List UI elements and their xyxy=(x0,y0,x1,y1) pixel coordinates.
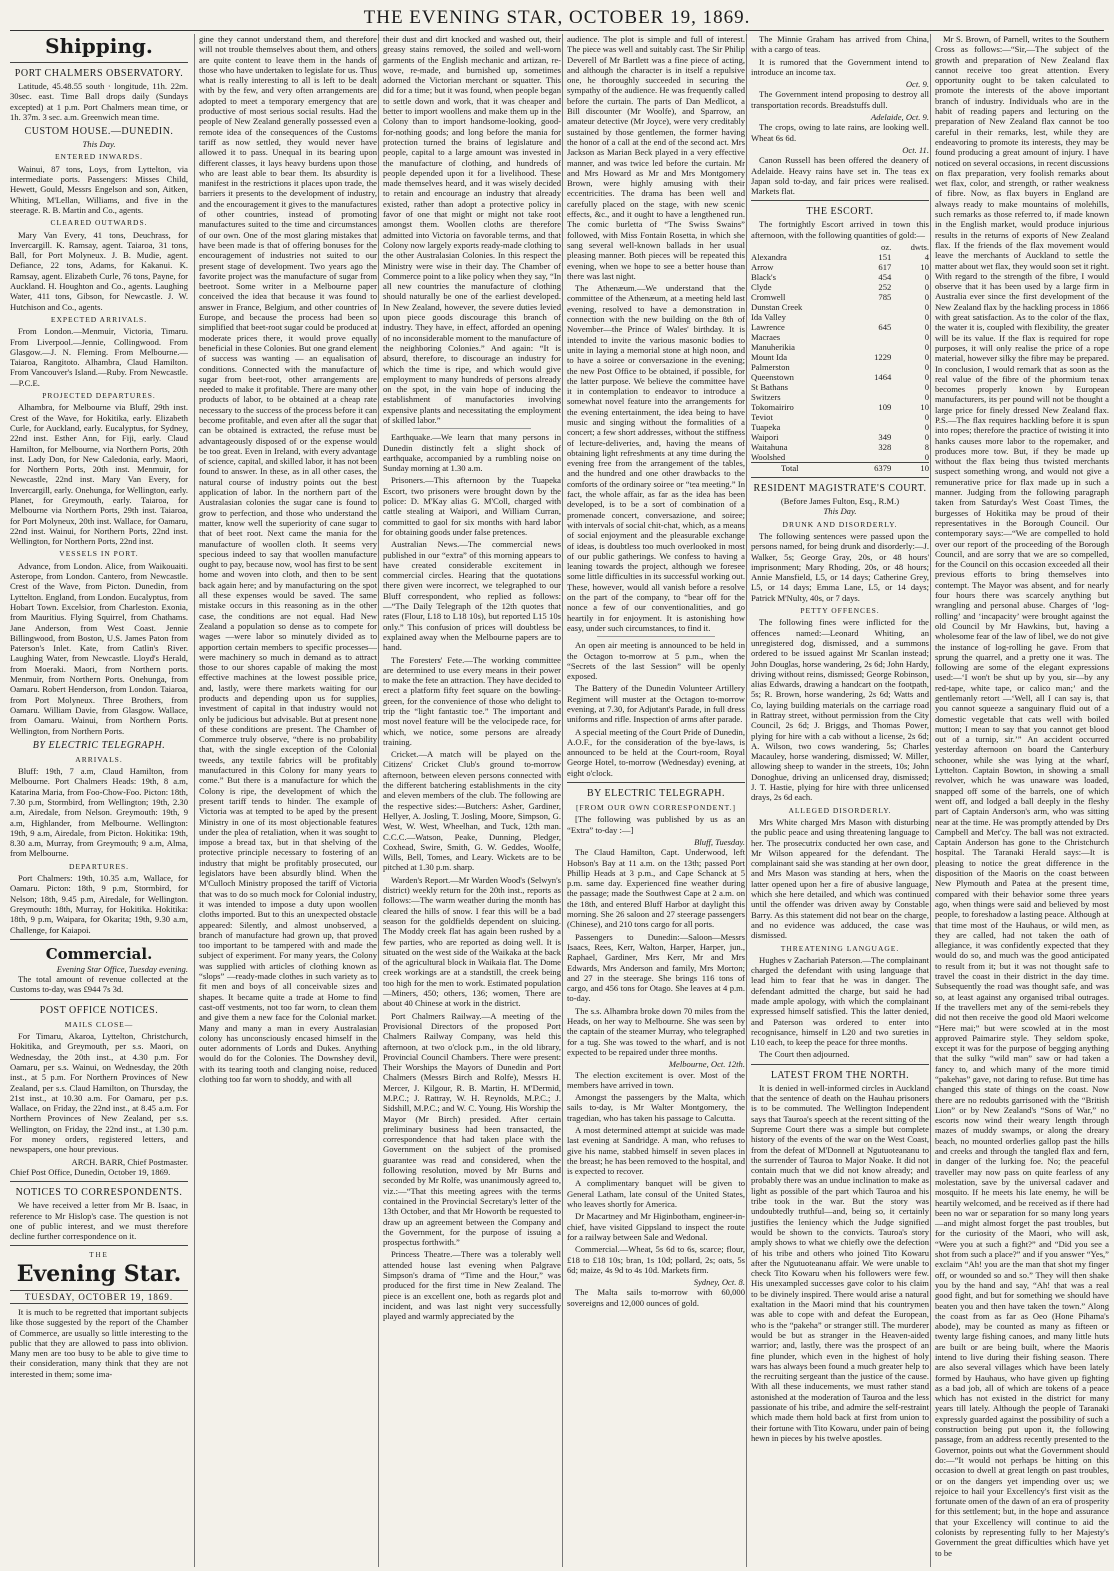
escort-row xyxy=(751,292,929,302)
escort-district: Queenstown xyxy=(751,372,794,383)
escort-row xyxy=(751,302,929,312)
transportation-text: The Government intend proposing to destroy all transportation records. Breadstuffs dull. xyxy=(751,89,929,110)
escort-dwt: 0 xyxy=(924,292,929,303)
alleged-text: Mrs White charged Mrs Mason with disturbing the public peace and using threatening language to her. The prosecutrix conducted her own case, and Mr Wilson appeared for the defendant. The complainant said she was standing at her own door, and Mrs Mason was standing at hers, when the latter opened upon her a fire of abusive language, which she here detailed, and which was continued until the offender was driven away by Constable Barry. As this statement did not bear on the charge, and no evidence was adduced, the case was dismissed. xyxy=(751,816,929,941)
melbourne-dateline: Melbourne, Oct. 12th. xyxy=(668,1059,745,1070)
escort-dwt: 0 xyxy=(924,392,929,403)
divider xyxy=(10,939,188,940)
drunk-heading: DRUNK AND DISORDERLY. xyxy=(782,519,898,529)
escort-oz: 109 xyxy=(878,402,892,413)
escort-oz xyxy=(856,312,891,322)
shipping-heading: Shipping. xyxy=(45,34,153,58)
drunk-text: The following sentences were passed upon the persons named, for being drunk and disorderly:—J. Walker, 5s; George Gray, 20s, or 48 hours' imprisonment; Mary Rhoding, 20s, or 48 hours; Annie Mansfield, L5, or 14 days; Catherine Grey, L5, or 14 days; Emma Lane, L5, or 14 days; Patrick M'Nulty, 40s, or 7 days. xyxy=(751,530,929,603)
escort-heading: THE ESCORT. xyxy=(806,206,874,218)
escort-row xyxy=(751,372,929,382)
escort-oz xyxy=(856,382,891,392)
suicide-text: A most determined attempt at suicide was made last evening at Sandridge. A man, who refuses to give his name, stabbed himself in seven places in the breast; he has been removed to the hospital, and is expected to recover. xyxy=(567,1124,745,1177)
escort-oz: 1464 xyxy=(874,372,892,383)
projected-heading: PROJECTED DEPARTURES. xyxy=(42,391,156,401)
escort-row xyxy=(751,332,929,342)
telegraph-heading-2: BY ELECTRIC TELEGRAPH. xyxy=(587,788,725,800)
escort-row xyxy=(751,442,929,452)
flax-and-news-text: Mr S. Brown, of Parnell, writes to the Southern Cross as follows:—“Sir,—The subject of the growth and preparation of New Zealand flax cannot receive too great attention. Every opportunity ought to be taken calculated to promote the interests of the above important branch of industry. Individuals who are in the habit of reading papers and lecturing on the preparation of New Zealand flax cannot be too careful in their remarks, lest, while they are endeavoring to promote its interests, they may be found producing a great amount of injury. I have noticed on several occasions, in recent discussions on flax preparation, very foolish remarks about wet flax, color, and strength, or rather weakness of fibre. Now, as flax buyers in England are always ready to make mountains of molehills, such remarks as those referred to, if made known in the English market, would produce injurious results in the returns of exports of New Zealand flax. If the friends of the flax movement would leave the merchants of Auckland to settle the matter about wet flax, they would soon set it right. With regard to the strength of the fibre, I would observe that it has been used by a large firm in Australia ever since the first development of the New Zealand flax by the hackling process in 1866 with great satisfaction. As to the color of the flax, the water it is, coupled with flexibility, the greater will be its value. If the flax is required for rope purposes, it will only realise the price of a rope material, however silky the fibre may be prepared. In conclusion, I would remark that as soon as the real value of the fibre of the phormium tenax becomes properly known by European manufacturers, its per pound will not be thought a large price for finely dressed New Zealand flax. P.S.—The flax requires hackling before it is spun into ropes; therefore the practice of twisting it into hanks causes more labor to the ropemaker, and produces more tow. But, if they be made up without the flax being thus twisted merchants suspect something wrong, and would not give a remunerative price for flax made up in such a manner. Judging from the following paragraph taken from Saturday's West Coast Times, the burgesses of Hokitika may be proud of their representatives in the Borough Council. Our contemporary says:—“We are compelled to hold over our report of the proceeding of the Borough Council, and are sorry that we are so compelled, for the Council on this occasion exceeded all their previous efforts to bring themselves into contempt. The Mayor was absent, and for nearly four hours there was scarcely anything but wrangling and personal abuse. Charges of ‘log-rolling’ and ‘incapacity’ were brought against the old Council by Mr Hawkins, but, having a wholesome fear of the law of libel, we do not give the instance of log-rolling he gave. From that sprung the quarrel, and a pretty one it was. The following are some of the elegant expressions used:—‘I won't be shut up by you, sir—by any red-tape, white tape, or calico man;’ and the gentlemanly retort —‘Well, all I can say is, that you cannot squeeze a sanguinary fluid out of a domestic vegetable that cats well with boiled mutton; I mean to say that you cannot get blood out of a turnip, sir.’” An accident occurred yesterday afternoon on board the Canterbury schooner, while she was lying at the wharf, Lyttelton. Captain Bowton, in showing a small revolver, which he was unaware was loaded, snapped off some of the barrels, one of which went off, and lodged a ball deeply in the fleshy part of Captain Anderson's arm, who was sitting near at the time. He was promptly attended by Drs Campbell and Met'cy. The ball was not extracted. Captain Anderson has gone to the Christchurch hospital. The Taranaki Herald says:—It is pleasing to notice the great difference in the disposition of the Maoris on the coast between New Plymouth and Patea at the present time, compared with their behavior some three years ago, when things were said and believed by most people, to foreshadow a lasting peace. Although at that time most of the Hauhaus, or wild men, as they are called, had not taken the oath of allegiance, it was confidently expected that they would do so, and much was the good anticipated to result from it; but it was not thought safe to travel the coast in their district in the day time. Subsequently the road was thought safe, and was so, at least against any organised tribal outrages. If the travellers met any of the semi-rebels they did not then receive the good old Maori welcome “Here mai;” but were scowled at in the most approved Paimarire style. They seldom spoke, except it was for the purpose of begging anything that the sulky “wild man” saw or had taken a fancy to, and which many of the more timid “pakehas” gave, not daring to refuse. But time has changed this state of things on the coast. Now there are no redoubts garrisoned with the “British Lion” or by New Zealand's “Sons of War,” no escorts now wind their weary length through mazes of muddy swamps, or along the dreary beach, no mounted orderlies gallop past the hills and creeks and through the tangled flax and fern, in danger of the lurking foe. No; the peaceful traveller may now pass on quite fearless of any molestation, save by the universal cadaver and mosquito. If he meets his late enemy, he will be heartily welcomed, and be received as if there had been no war or separation for so many long years—and might almost forget the past troubles, but for the curiosity of the Maori, who will ask, “Were you at such a fight?” and “Did you see a shot from such a place?” and if you answer “Yes,” exclaim “Ah! you are the man that shot my finger off, or wounded so and so.” They will then shake you by the hand and say, “Ah! that was a real good fight, and but for something we should have beaten you and then have taken the town.” Along the coast from as far as Oeo (Hone Pihama's abode), may be counted as many as fifteen or twenty large fishing canoes, and many little huts are built or are being built, where the Maoris intend to live during their fishing season. There are also several villages which have been lately formed by Hauhaus, who have given up fighting as a bad job, all of which are tokens of a peace which has not existed in the district for many years till lately. Although the people of Taranaki expressly guarded against the possibility of such a construction being put upon it, the following passage, from an address recently presented to the Governor, points out what the Government should do:—“It would not perhaps be hitting on this occasion to dwell at great length on past troubles, or on the dangers yet impending over us; we rejoice to hail your Excellency's first visit as the fortunate omen of the dawn of an era of prosperity for this settlement; but, in the hope and assurance that your Excellency will continue to aid the colonists by representing fully to her Majesty's Government the great difficulties which have yet to be xyxy=(935,34,1109,1558)
escort-district: Arrow xyxy=(751,262,774,273)
escort-row xyxy=(751,452,929,463)
escort-district: Mount Ida xyxy=(751,352,788,363)
escort-dwt: 0 xyxy=(924,352,929,363)
australian-news-paragraph: Australian News.—The commercial news published in our “extra” of this morning appears to have created considerable excitement in commercial circles. Hearing that the quotations there given were incorrect, we telegraphed to our Bluff correspondent, who replied as follows:—“The Daily Telegraph of the 12th quotes that rates (Flour, L18 to L18 10s), but reported L15 10s only.” This confusion of prices will doubtless be explained away when the Melbourne papers are to hand. xyxy=(383,539,561,653)
divider xyxy=(10,1245,188,1246)
escort-district: Dunstan Creek xyxy=(751,302,803,313)
escort-dwt: 0 xyxy=(924,452,929,463)
escort-unit-dwt: dwts. xyxy=(910,242,929,253)
escort-dwt: 0 xyxy=(924,312,929,323)
column-1 xyxy=(10,34,188,1567)
divider xyxy=(567,782,745,783)
escort-oz: 151 xyxy=(878,252,892,263)
escort-oz xyxy=(856,362,891,372)
divider xyxy=(413,428,531,429)
escort-oz xyxy=(856,342,891,352)
sydney-dateline: Sydney, Oct. 8. xyxy=(693,1277,745,1288)
page-masthead: THE EVENING STAR, OCTOBER 19, 1869. xyxy=(10,6,1104,31)
escort-district: Clyde xyxy=(751,282,772,293)
cricket-paragraph: Cricket.—A match will be played on the Citizens' Cricket Club's ground to-morrow afternoon, between eleven persons connected with the different batchering establishments in the city and eleven members of the club. The following are the respective sides:—Butchers: Asher, Gardiner, Hellyer, A. Josling, T. Josling, Moore, Simpson, G. West, W. West, Wheelhan, and Tuck, 12th man. C.C.C.—Watson, Peake, Dunning, Pledger, Coxhead, Swire, Smith, G. W. Geddes, Woolfe, Wills, Bell, Tomes, and Leary. Wickets are to be pitched at 1.30 p.m. sharp. xyxy=(383,749,561,873)
bluff-dateline: Bluff, Tuesday. xyxy=(694,836,745,847)
post-place: Chief Post Office, Dunedin, October 19, 1869. xyxy=(10,1166,171,1177)
escort-dwt: 0 xyxy=(924,362,929,373)
north-text: It is denied in well-informed circles in Auckland that the sentence of death on the Hauhau prisoners is to be commuted. The Wellington Independent says that Tauroa's speech at the recent sitting of the Supreme Court there was a simple but complete history of the events of the war on the West Coast, from the defeat of M'Donnell at Ngutuoteananu to the surrender of Tauroa to Major Noake. It did not contain much that we did not know already; and probably there was an undue inclination to make as light as possible of the part which Tauroa and his tribe took in the war. But the story was undoubtedly truthful—and, being so, it certainly justifies the leniency which the Judge signified would be shown to the convicts. Tauroa's story amply shows to what we chiefly owe the defection of his tribe and others who joined Tito Kowaru after the Ngutuoteananu affair. We were unable to check Tito Kowaru when his followers were few. His unexampled successes gave color to his claim to be divinely inspired. There would arise a natural exaltation in the Maori mind that his countrymen was able to cope with and defeat the European, who is the “pakeha” or stranger still. The murderer would be but as stranger in the Heaven-aided warrior; and, lastly, there was the prospect of an fine plunder, which even in the highest of holy wars has always been found a much greater help to the recruiting sergeant than the justice of the cause. With all these inducements, we must rather stand astonished at the moderation of Tauroa and the less passionate of his tribe, and admire the self-restraint which made them hold back at first from union to their fortune with Tito Kowaru, under pain of being hewn in pieces by his twelve apostles. xyxy=(751,1082,929,1443)
column-5 xyxy=(746,34,929,1567)
column-2 xyxy=(194,34,377,1567)
special-meeting-paragraph: A special meeting of the Court Pride of Dunedin, A.O.F., for the consideration of the bye-laws, is announced to be held at the Court-room, Royal George Hotel, to-morrow (Wednesday) evening, at eight o'clock. xyxy=(567,726,745,778)
railway-paragraph: Port Chalmers Railway.—A meeting of the Provisional Directors of the proposed Port Chalmers Railway Company, was held this afternoon, at two o'clock p.m., in the old library, Provincial Council Chambers. There were present: Their Worships the Mayors of Dunedin and Port Chalmers (Messrs Birch and Rolfe), Messrs H. Mercer, J. Kilgour, R. B. Martin, H. M'Dermid, M.P.C.; J. Rattray, W. H. Reynolds, M.P.C.; J. Sidshill, M.P.C.; and W. C. Young. His Worship the Mayor (Mr Birch) presided. After certain preliminary business had been transacted, the correspondence that had taken place with the Government on the subject of the promised guarantee was read and considered, when the following resolution, moved by Mr Burns and seconded by Mr Rolfe, was unanimously agreed to, viz.:—“That this meeting agrees with the terms contained in the Provincial Secretary's letter of the 13th October, and that Mr Howorth be requested to draw up an agreement between the Company and the Government, for the purpose of issuing a prospectus forthwith.” xyxy=(383,1010,561,1248)
open-air-meeting-paragraph: An open air meeting is announced to be held in the Octagon to-morrow at 5 p.m., when the “Secrets of the last Session” will be openly exposed. xyxy=(567,640,745,682)
leader-continued: gine they cannot understand them, and therefore will not trouble themselves about them, and others are quite content to leave them in the hands of those who have undertaken to legislate for us. Thus what is really interesting to all is left to be dealt with by the few, and very often arrangements are adopted to meet a temporary emergency that are productive of most serious social results. Had the people of New Zealand generally possessed even a remote idea of the consequences of the Customs tariff as now settled, they would never have allowed it to pass. Unequal in its bearing upon different classes, it lays heavy burdens upon those who are least able to bear them. Its absurdity is manifest in the restrictions it places upon trade, the barriers it presents to the development of industry, and the encouragement it gives to the manufactures of other countries, instead of promoting manufactures suited to the time and circumstances of our own. One of the most glaring mistakes that have been made is that of offering bonuses for the encouragement of industries not suited to our present stage of development. Two years ago the favorite project was the manufacture of sugar from beetroot. Some writer in a Melbourne paper conceived the idea that because it was found to answer in France, Belgium, and other countries of Europe, and because the process had been so simplified that beet-root sugar could be produced at moderate prices there, it would prove equally beneficial in these Colonies. But one grand element of success was wanting — an equalisation of conditions. Connected with the manufacture of sugar from beet-root, other arrangements are needed to make it profitable. There are many other products of labor, to be obtained at a cheap rate necessary to the success of the process before it can become profitable, and even after all the sugar that can be obtained is extracted, the refuse must be advantageously disposed of or the expense would be too great. Even in Ireland, with every advantage of science, capital, and skilled labor, it has not been found to answer. In these, as in all other cases, the natural course of industry points out the best application of labor. In the northern part of the Australasian colonies the sugar cane is found to grow to perfection, and those who understand the matter, know well the superiority of cane sugar to that of beet root. Next came the mania for the manufacture of woollen cloth. It seems very specious indeed to say that woollen manufacture ought to pay, because now, wool has first to be sent home and woven into cloth, and then to be sent back again here; and by manufacturing on the spot all these expenses would be saved. The same mistake occurs in this reasoning as in the other case, the conditions are not equal. Had New Zealand a population so dense as to compete for wages —were labor so minutely divided as to apportion certain members to specific processes—were machinery so much in demand as to attract those to our shores capable of making the most effective machines at the lowest possible price, and, lastly, were there markets waiting for our products and depending upon us for supplies, investment of capital in that industry would not only be judicious but advisable. But at present none of these conditions are present. The Chamber of Commerce truly observe, “there is no probability that, with the single exception of the Colonial tweeds, any textile fabrics will be profitably manufactured in this Colony for many years to come.” But there is a manufacture for which the Colony is ripe, the development of which the present tariff tends to hinder. The example of Victoria was at tempted to be aped by the present Ministry in one of its most objectionable features under the plea of retaliation, when it was sought to impose a bread tax, but in that shelving of the protective principle necessary to fostering of an industry that might be profitably prosecuted, our legislators have been absurdly blind. When the M'Culloch Ministry proposed the tariff of Victoria that was to do so much mock for Colonial industry, it was intended to impose a duty upon woollen cloths imported. But to this an unexpected obstacle appeared: Silently, and almost unobserved, a branch of manufacture had grown up, that proved too important to be tampered with and made the subject of experiment. For many years, the Colony was supplied with articles of clothing known as “slops” —ready-made clothes in such variety as to fit men and boys of all conceivable sizes and shapes. It became quite a trade at Home to find cast-off vestments, not too far worn, to clean them and give them a new face for the Colonial market. Many and many a man in every Australasian colony has unconsciously encased himself in the outer adornments of Lords and Dukes. Anything would do for the Colonies. The Downshey devil, with its tearing tooth and clanging noise, reduced clothing too far worn to shoddy, and with all xyxy=(199,34,377,1084)
escort-dwt: 0 xyxy=(924,432,929,443)
commercial-heading: Commercial. xyxy=(45,944,153,963)
alhambra-text: The s.s. Alhambra broke down 70 miles from the Heads, on her way to Melbourne. She was seen by the captain of the steamer Murray, who telegraphed for a tug. She was towed to the wharf, and is not expected to be repaired under three months. xyxy=(567,1005,745,1057)
column-3 xyxy=(378,34,561,1567)
departures-heading: DEPARTURES. xyxy=(68,861,130,871)
escort-district: Waipori xyxy=(751,432,779,443)
escort-district: Tokomairiro xyxy=(751,402,794,413)
escort-district: Ida Valley xyxy=(751,312,786,323)
escort-row xyxy=(751,322,929,332)
escort-total-row xyxy=(751,463,929,474)
commercial-text: The total amount of revenue collected at the Customs to-day, was £944 7s 3d. xyxy=(10,974,188,995)
alleged-heading: ALLEGED DISORDERLY. xyxy=(788,805,892,815)
escort-dwt: 4 xyxy=(924,252,929,263)
paper-the: THE xyxy=(89,1251,109,1260)
expected-heading: EXPECTED ARRIVALS. xyxy=(50,314,148,324)
escort-row xyxy=(751,282,929,292)
divider xyxy=(751,477,929,478)
escort-district: Woolshed xyxy=(751,452,786,463)
entered-heading: ENTERED INWARDS. xyxy=(54,152,144,162)
escort-oz: 454 xyxy=(878,272,892,283)
escort-row xyxy=(751,362,929,372)
telegraph-source: [FROM OUR OWN CORRESPONDENT.] xyxy=(575,803,737,813)
escort-unit-oz: oz. xyxy=(881,242,892,253)
escort-district: Tuapeka xyxy=(751,422,781,433)
bluff-text: The Claud Hamilton, Capt. Underwood, left Hobson's Bay at 11 a.m. on the 13th; passed Port Phillip Heads at 3 p.m., and Cape Schanck at 5 p.m. same day. Experienced fine weather during the passage; made the Southwest Cape at 2 a.m. on the 18th, and entered Bluff Harbor at daylight this morning. She 26 saloon and 27 steerage passengers (Chinese), and 210 tons cargo for all ports. xyxy=(567,847,745,930)
escort-dwt: 0 xyxy=(924,422,929,433)
escort-row xyxy=(751,412,929,422)
escort-row xyxy=(751,352,929,362)
post-office-text: For Timaru, Akaroa, Lyttelton, Christchurch, Hokitika, and Greymouth, per s.s. Maori, on Wednesday, the 20th inst., at 4.30 p.m. For Oamaru, per s.s. Wainui, on Wednesday, the 20th inst., at 5 p.m. For Northern Provinces of New Zealand, per s.s. Claud Hamilton, on Thursday, the 21st inst., at 10.30 a.m. For Oamaru, per p.s. Wallace, on Friday, the 22nd inst., at 8.45 a.m. For Northern Provinces of New Zealand, per s.s. Wellington, on Friday, the 22nd inst., at 1.30 p.m. For money orders, registered letters, and newspapers, one hour previous. xyxy=(10,1031,188,1155)
income-tax-text: It is rumored that the Government intend to introduce an income tax. xyxy=(751,56,929,77)
escort-dwt: 10 xyxy=(920,262,929,273)
court-heading: RESIDENT MAGISTRATE'S COURT. xyxy=(753,483,927,495)
cleared-text: Mary Van Every, 41 tons, Deuchrass, for Invercargill. K. Ramsay, agent. Taiaroa, 31 tons, Ball, for Port Molyneux. J. B. Mudie, agent. Defiance, 22 tons, Adams, for Kakanui. K. Ramsay, agent. Elizabeth Curle, 76 tons, Payne, for Auckland. H. Houghton and Co., agents. Laughing Water, 411 tons, Gibson, for Newcastle. J. W. Hutchison and Co., agents. xyxy=(10,229,188,312)
escort-row xyxy=(751,262,929,272)
escort-row xyxy=(751,402,929,412)
escort-dwt: 0 xyxy=(924,322,929,333)
escort-district: Macraes xyxy=(751,332,781,343)
escort-oz xyxy=(856,452,891,463)
escort-district: Alexandra xyxy=(751,252,787,263)
escort-row xyxy=(751,342,929,352)
theatre-continued: audience. The plot is simple and full of interest. The piece was well and suitably cast. The Sir Philip Deverell of Mr Bartlett was a fine piece of acting, and although the character is in itself a repulsive one, he thoroughly succeeded in securing the sympathy of the audience. He was frequently called before the curtain. The parts of Dan Medlicot, a Bill discounter (Mr Woolfe), and Sparrow, an amateur detective (Mr Joyce), were very creditably sustained by those gentlemen, the former having the honor of a call at the end of the second act. Mrs Jackson as Marian Beck played in a very effective manner, and was twice led before the curtain. Mr and Mrs Howard as Mr and Mrs Montgomery Brown, were highly amusing with their eccentricities. The drama has been well and carefully placed on the stage, with new scenic effects, &c., and it ought to have a lengthened run. The comic burletta of “The Swiss Swains” followed, with Miss Fontain Rosetta, in which she sang several well-known ballads in her usual pleasing manner. Both pieces will be repeated this evening, when we hope to see a better house than there was last night. xyxy=(567,34,745,281)
princess-theatre-paragraph: Princess Theatre.—There was a tolerably well attended house last evening when Palgrave Simpson's drama of “Time and the Hour,” was produced for the first time in New Zealand. The piece is an excellent one, both as regards plot and incident, and was last night very successfully played and warmly appreciated by the xyxy=(383,1249,561,1322)
escort-oz xyxy=(856,422,891,432)
gippsland-text: Dr Macartney and Mr Higinbotham, engineer-in-chief, have visited Gippsland to inspect the route for a railway between Sale and Wedonal. xyxy=(567,1211,745,1242)
escort-dwt: 0 xyxy=(924,332,929,343)
escort-units-row xyxy=(751,242,929,252)
commercial-telegram: Commercial.—Wheat, 5s 6d to 6s, scarce; flour, £18 to £18 10s; bran, 1s 10d; pollard, 2s; oats, 5s 6d; maize, 4s 9d to 4s 10d. Markets firm. xyxy=(567,1244,745,1275)
telegraph-note: [The following was published by us as an “Extra” to-day :—] xyxy=(567,814,745,835)
escort-district: Palmerston xyxy=(751,362,790,373)
escort-oz xyxy=(856,412,891,422)
escort-dwt: 8 xyxy=(924,442,929,453)
petty-heading: PETTY OFFENCES. xyxy=(800,606,880,616)
escort-oz: 252 xyxy=(878,282,892,293)
escort-oz xyxy=(856,302,891,312)
court-close: The Court then adjourned. xyxy=(759,1049,850,1060)
crops-text: The crops, owing to late rains, are looking well. Wheat 6s 6d. xyxy=(751,122,929,143)
escort-dwt: 0 xyxy=(924,302,929,313)
telegraph-heading: BY ELECTRIC TELEGRAPH. xyxy=(32,739,166,751)
melbourne-text: The election excitement is over. Most of the members have arrived in town. xyxy=(567,1069,745,1090)
escort-row xyxy=(751,392,929,402)
escort-dwt: 0 xyxy=(924,282,929,293)
escort-district: St Bathans xyxy=(751,382,789,393)
escort-intro: The fortnightly Escort arrived in town this afternoon, with the following quantities of gold:— xyxy=(751,219,929,240)
escort-district: Black's xyxy=(751,272,776,283)
battery-paragraph: The Battery of the Dunedin Volunteer Artillery Regiment will muster at the Octagon to-morrow evening, at 7.30, for Adjutant's Parade, in full dress uniforms and rifle. Inspection of arms after parade. xyxy=(567,683,745,725)
divider xyxy=(10,999,188,1000)
escort-district: Manuherikia xyxy=(751,342,795,353)
escort-district: Teviot xyxy=(751,412,773,423)
escort-dwt: 10 xyxy=(920,402,929,413)
departures-text: Port Chalmers: 19th, 10.35 a.m, Wallace, for Oamaru. Picton: 18th, 9 p.m, Stormbird, for Nelson; 18th, 9.45 p.m, Airedale, for Wellington. Greymouth: 18th, Murray, for Hokitika. Hokitika: 18th, 9 p.m, Waipara, for Okarita; 19th, 9.30 a.m, Challenge, for Kaiapoi. xyxy=(10,873,188,935)
escort-row xyxy=(751,382,929,392)
leader-conclusion: their dust and dirt knocked and washed out, their greasy stains removed, the soiled and well-worn garments of the English mechanic and artizan, re-wove, re-made, and burnished up, sometimes adorned the Victorian merchant or squatter. This did for a time; but it was found, when people began to settle down and work, that it was cheaper and better to import woollens and make them up in the Colony than to import handsome-looking, good-for-nothing goods; and long before the mania for protection turned the brains of legislature and people, capital to a large amount was invested in the manufacture of clothing, and hundreds of people depended upon it for a livelihood. These made themselves heard, and it was wisely decided to retain and encourage an industry that already existed, rather than adopt a protective policy in favor of one that might or might not take root amongst them. Woollen cloths are therefore admitted into Victoria on favorable terms, and that Colony now largely exports ready-made clothing to the other Australasian Colonies. In this respect the Ministry were wise in their day. The Chamber of Commerce point to a like policy when they say, “In all new countries the manufacture of clothing should naturally be one of the earliest developed. In New Zealand, however, the severe duties levied upon piece goods discourage this branch of industry. They have, in effect, afforded an opening of no inconsiderable moment to the manufacture of the neighboring Colonies.” And again: “It is absurd, therefore, to discourage an industry for which the time is ripe, and which would give employment to many hundreds of persons already on the spot, in the vain hope of inducing the establishment of manufactories involving expensive plants and necessitating the employment of skilled labor.” xyxy=(383,34,561,425)
escort-dwt: 0 xyxy=(924,372,929,383)
escort-row xyxy=(751,422,929,432)
entered-text: Wainui, 87 tons, Loys, from Lyttelton, via intermediate ports. Passengers: Misses Child, Hewett, Gould, Messrs Engelson and son, Aitken, Whiting, M'Lellan, Williams, and five in the steerage. R. B. Martin and Co., agents. xyxy=(10,163,188,215)
divider xyxy=(597,636,715,637)
malta-text: Amongst the passengers by the Malta, which sails to-day, is Mr Walter Montgomery, the tragedian, who has taken his passage to Calcutta. xyxy=(567,1092,745,1123)
prisoners-paragraph: Prisoners.—This afternoon by the Tuapeka Escort, two prisoners were brought down by the police: D. M'Kay alias G. M'Coll, charged with cattle stealing at Waipori, and William Curran, committed to gaol for six months with hard labor for obtaining goods under false pretences. xyxy=(383,475,561,537)
escort-oz: 328 xyxy=(878,442,892,453)
athenaeum-paragraph: The Athenæum.—We understand that the committee of the Athenæum, at a meeting held last evening, resolved to have a demonstration in connection with the new building on the 8th of November—the Prince of Wales' birthday. It is intended to invite the various masonic bodies to unite in laying a memorial stone at high noon, and to have a soiree or conversazione in the evening; the new Post Office to be obtained, if possible, for the latter purpose. We believe the committee have it in contemplation to endeavor to introduce a somewhat novel feature into the arrangements for the evening entertainment, the idea being to have music and singing without the formalities of a concert; a few short addresses, without the stiffness of lecture-deliveries, and, having the means of obtaining light refreshments at any time during the evening free from the arrangement of the tables, and the hundred and one other drawbacks to the comforts of the ordinary soiree or “tea meeting.” In fact, the whole affair, as far as the idea has been developed, is to be a sort of combination of a promenade concert, conversazione, and soiree; with intervals of social chit-chat, which, as a means of social enjoyment and the pleasurable exchange of ideas, is doubtless too much overlooked in most of our public gatherings. We confess to having a leaning towards the project, although we foresee some little difficulties in its successful working out. These, however, would all vanish before a resolve on the part of the company, to “bear off for the nonce a few of our conventionalities, and go heartily in for enjoyment. It is astonishing how easy, under such circumstances, to find it. xyxy=(567,283,745,633)
post-office-heading: POST OFFICE NOTICES. xyxy=(39,1004,159,1016)
notices-heading: NOTICES TO CORRESPONDENTS. xyxy=(15,1187,183,1199)
column-6 xyxy=(930,34,1109,1567)
post-mails-close: MAILS CLOSE— xyxy=(64,1019,134,1029)
court-day: This Day. xyxy=(823,506,857,517)
divider xyxy=(751,200,929,201)
paper-date: TUESDAY, OCTOBER 19, 1869. xyxy=(10,1290,188,1304)
escort-row xyxy=(751,272,929,282)
customs-heading: CUSTOM HOUSE.—DUNEDIN. xyxy=(24,126,174,138)
escort-oz: 617 xyxy=(878,262,892,273)
north-heading: LATEST FROM THE NORTH. xyxy=(770,1069,910,1081)
escort-row xyxy=(751,252,929,262)
passengers-text: Passengers to Dunedin:—Saloon—Messrs Isaacs, Rees, Kerr, Walton, Harper, Harper, jun., Raphael, Gardiner, Mrs Kerr, Mr and Mrs Edwards, Mrs Anderson and family, Mrs Morton; and 27 in the steerage. She brings 116 tons of cargo, and 456 tons for Otago. She leaves at 4 p.m. to-day. xyxy=(567,931,745,1004)
escort-oz xyxy=(856,332,891,342)
escort-total-dwt: 10 xyxy=(920,463,929,474)
post-signature: ARCH. BARR, Chief Postmaster. xyxy=(71,1156,188,1167)
escort-row xyxy=(751,312,929,322)
adelaide-dateline: Adelaide, Oct. 9. xyxy=(871,112,929,123)
escort-dwt: 0 xyxy=(924,342,929,353)
canon-russell-text: Canon Russell has been offered the deanery of Adelaide. Heavy rains have set in. The teas ex Japan sold to-day, and fair prices were realised. Markets flat. xyxy=(751,155,929,197)
escort-oz: 785 xyxy=(878,292,892,303)
earthquake-paragraph: Earthquake.—We learn that many persons in Dunedin distinctly felt a slight shock of earthquake, accompanied by a rumbling noise on Sunday morning at 1.30 a.m. xyxy=(383,432,561,474)
dateline-oct11: Oct. 11. xyxy=(902,144,929,155)
escort-oz: 645 xyxy=(878,322,892,333)
minnie-graham-text: The Minnie Graham has arrived from China, with a cargo of teas. xyxy=(751,34,929,55)
sydney-text: The Malta sails to-morrow with 60,000 sovereigns and 12,000 ounces of gold. xyxy=(567,1287,745,1308)
foresters-paragraph: The Foresters' Fete.—The working committee are determined to use every means in their power to make the fete an attraction. They have decided to erect a platform fifty feet square on the bowling-green, for the convenience of those who delight to trip the “light fantastic toe.” The important and most novel feature will be the velocipede race, for which, we notice, some persons are already training. xyxy=(383,654,561,747)
paper-title: Evening Star. xyxy=(16,1260,182,1287)
escort-district: Lawrence xyxy=(751,322,785,333)
escort-dwt: 0 xyxy=(924,412,929,423)
column-4 xyxy=(562,34,745,1567)
vessels-heading: VESSELS IN PORT. xyxy=(59,549,139,559)
leader-text: It is much to be regretted that important subjects like those suggested by the report of the Chamber of Commerce, are usually so little interesting to the public that they are allowed to pass into oblivion. Many men are too busy to be able to give time to their consideration, many think that they are not interested in them; some ima- xyxy=(10,1306,188,1379)
expected-text: From London.—Menmuir, Victoria, Timaru. From Liverpool.—Jennie, Collingwood. From Glasgow.—J. N. Fleming. From Melbourne.—Taiaroa, Rangitoto. Alhambra, Claud Hamilton. From Vancouver's Island.—Ruby. From Newcastle.—P.C.E. xyxy=(10,326,188,388)
vessels-text: Advance, from London. Alice, from Waikouaiti. Asterope, from London. Cantero, from Newcastle. Crest of the Wave, from Picton. Dunedin, from Lyttelton. England, from London. Eucalyptus, from Hobart Town. Excelsior, from Charleston. Exonia, from Mauritius. Flying Squirrel, from Chathams. Jane Anderson, from West Coast. Jennie Billingwood, from Boston, U.S. James Paton from Paterson's Inlet. Kate, from Catlin's River. Laughing Water, from Newcastle. Lloyd's Herald, from Moeraki. Maori, from Northern ports. Menmuir, from Northern Ports. Onehunga, from Oamaru. Robert Henderson, from London. Taiaroa, from Port Molyneux. Three Brothers, from Oamaru. William Davie, from Glasgow. Wallace, from Oamaru. Wainui, from Northern Ports. Wellington, from Northern Ports. xyxy=(10,560,188,736)
cleared-heading: CLEARED OUTWARDS. xyxy=(50,218,148,228)
warden-paragraph: Warden's Report.—Mr Warden Wood's (Selwyn's district) weekly return for the 20th inst., reports as follows:—The warm weather during the month has cleared the hills of snow. I fear this will be a bad season for the goldfields dependent on sluicing. The Moddy creek flat has again been rushed by a few parties, who are reported as doing well. It is situated on the west side of the Waikaka at the back of the agricultural block in Waikaia flat. The Dome creek workings are at a standstill, the creek being too high for the men to work. Estimated population—Miners, 450; others, 136; women, There are about 40 Chinese at work in the district. xyxy=(383,874,561,1009)
customs-day: This Day. xyxy=(82,139,116,150)
escort-oz: 349 xyxy=(878,432,892,443)
divider xyxy=(10,1181,188,1182)
notices-text: We have received a letter from Mr B. Isaac, in reference to Mr Hislop's case. The question is not one of public interest, and we must therefore decline further correspondence on it. xyxy=(10,1200,188,1242)
banquet-text: A complimentary banquet will be given to General Latham, late consul of the United States, who leaves shortly for America. xyxy=(567,1178,745,1210)
observatory-text: Latitude, 45.48.55 south · longitude, 11h. 22m. 30sec. east. Time Ball drops daily (Sundays excepted) at 1 p.m. Port Chalmers mean time, or 1h. 37m. 3 sec. a.m. Greenwich mean time. xyxy=(10,81,188,122)
escort-table xyxy=(751,242,929,473)
escort-district: Switzers xyxy=(751,392,781,403)
escort-dwt: 0 xyxy=(924,272,929,283)
escort-row xyxy=(751,432,929,442)
columns xyxy=(10,34,1109,1567)
commercial-office: Evening Star Office, Tuesday evening. xyxy=(56,963,188,974)
arrivals-text: Bluff: 19th, 7 a.m, Claud Hamilton, from Melbourne. Port Chalmers Heads: 19th, 8 a.m, Katarina Maria, from Foo-Chow-Foo. Picton: 18th, 7.30 p.m, Stormbird, from Wellington; 19th, 2.30 a.m, Airedale, from Nelson. Greymouth: 19th, 9 a.m, Highlander, from Melbourne. Wellington: 19th, 9 a.m, Airedale, from Picton. Hokitika: 19th, 8.30 a.m, Murray, from Greymouth; 9 a.m, Alma, from Melbourne. xyxy=(10,766,188,859)
escort-total-oz: 6379 xyxy=(874,463,892,474)
arrivals-heading: ARRIVALS. xyxy=(75,754,123,764)
divider xyxy=(10,62,188,63)
observatory-heading: PORT CHALMERS OBSERVATORY. xyxy=(14,68,184,79)
threat-heading: THREATENING LANGUAGE. xyxy=(780,943,900,953)
projected-text: Alhambra, for Melbourne via Bluff, 29th inst. Crest of the Wave, for Hokitika, early. Elizabeth Curle, for Auckland, early. Eucalyptus, for Sydney, 22nd inst. Esther Ann, for Fiji, early. Claud Hamilton, for Melbourne, via Northern Ports, 20th inst. Lady Don, for New Caledonia, early. Maori, for Northern Ports, 20th inst. Menmuir, for Newcastle, 22nd inst. Mary Van Every, for Invercargill, early. Onehunga, for Wellington, early. Planet, for Greymouth, early. Taiaroa, for Melbourne via Northern Ports, 29th inst. Taiaroa, for Port Molyneux, 20th inst. Wallace, for Oamaru, 22nd inst. Wainui, for Northern Ports, 22nd inst. Wellington, for Northern Ports, 22nd inst. xyxy=(10,402,188,547)
escort-oz xyxy=(856,392,891,402)
divider xyxy=(751,1064,929,1065)
escort-district: Waitahuna xyxy=(751,442,788,453)
escort-oz: 1229 xyxy=(874,352,892,363)
court-before: (Before James Fulton, Esq., R.M.) xyxy=(780,496,900,507)
dateline-oct9: Oct. 9. xyxy=(905,79,929,90)
escort-district: Cromwell xyxy=(751,292,786,303)
threat-text: Hughes v Zachariah Paterson.—The complainant charged the defendant with using language that lead him to fear that he was in danger. The defendant admitted the charge, but said he had made ample apology, with which the complainant expressed himself satisfied. This the latter denied, and Paterson was ordered to enter into recognisance, himself in L20 and two sureties in L10 each, to keep the peace for three months. xyxy=(751,954,929,1048)
escort-dwt: 0 xyxy=(924,382,929,393)
escort-total-label: Total xyxy=(781,463,799,474)
petty-text: The following fines were inflicted for the offences named:—Leonard Whiting, an unregistered dog, dismissed, and a summons ordered to be issued against Mr Scanlan instead; John Douglas, horse wandering, 2s 6d; John Hardy, driving without reins, dismissed; George Robinson, alias Edwards, drawing a handcart on the footpath, 5s; R. Brown, horse wandering, 2s 6d; Watts and Co, laying building materials on the carriage road in Rattray street, without permission from the City Council, 2s 6d; J. Briggs, and Thomas Power, plying for hire with a cab without a license, 2s 6d; A. Wilson, two cows wandering, 5s; Charles Macauley, horse wandering, dismissed; W. Miller, allowing sheep to wander in the streets, 10s; John Donoghue, driving an unlicensed dray, dismissed; J. T. Hastie, plying for hire with three unlicensed drays, 2s 6d each. xyxy=(751,617,929,803)
